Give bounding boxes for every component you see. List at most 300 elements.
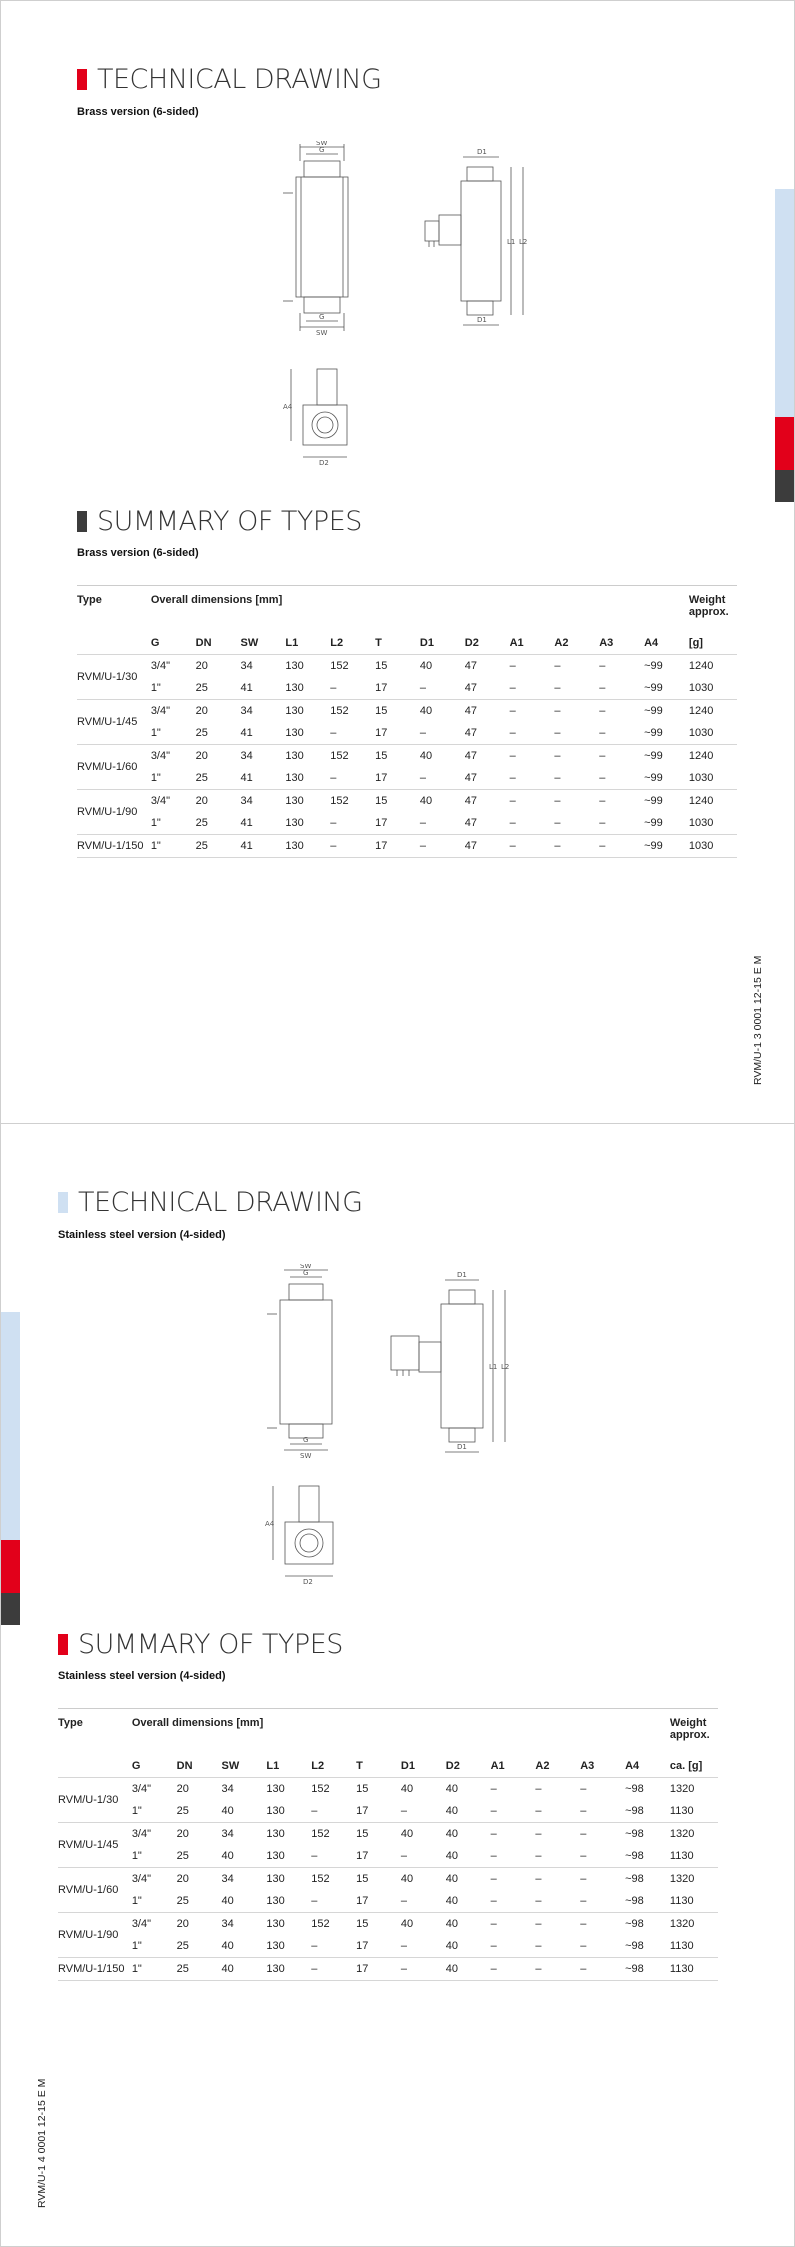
label-l1: L1 bbox=[507, 238, 516, 246]
header-type: Type bbox=[58, 1709, 132, 1756]
header-weight: Weight approx. bbox=[670, 1709, 718, 1756]
table-cell: – bbox=[554, 790, 599, 813]
table-cell: 40 bbox=[446, 1823, 491, 1846]
table-cell: 130 bbox=[285, 772, 304, 784]
label-d1-top: D1 bbox=[477, 148, 487, 156]
table-row bbox=[77, 835, 737, 858]
subheading-summary: Brass version (6-sided) bbox=[77, 547, 199, 559]
table-cell: – bbox=[599, 772, 606, 784]
label-l1: L1 bbox=[489, 1363, 498, 1371]
table-cell: 20 bbox=[196, 700, 241, 723]
table-cell: 40 bbox=[401, 1913, 446, 1936]
table-row bbox=[58, 1823, 718, 1846]
column-header: DN bbox=[176, 1760, 193, 1772]
table-cell: 1240 bbox=[689, 700, 737, 723]
table-cell: 40 bbox=[221, 1850, 234, 1862]
table-cell: – bbox=[510, 790, 555, 813]
table-cell: 1030 bbox=[688, 772, 714, 784]
subheading-drawing: Brass version (6-sided) bbox=[77, 106, 199, 118]
type-cell: RVM/U-1/150 bbox=[58, 1958, 132, 1981]
table-cell: 20 bbox=[177, 1823, 222, 1846]
table-cell: – bbox=[535, 1958, 580, 1981]
column-header: A1 bbox=[509, 637, 524, 649]
table-cell: 20 bbox=[196, 745, 241, 768]
table-cell: 1130 bbox=[669, 1850, 694, 1862]
table-cell: – bbox=[490, 1805, 497, 1817]
table-cell: – bbox=[554, 682, 561, 694]
table-cell: 47 bbox=[465, 790, 510, 813]
table-cell: 1" bbox=[151, 835, 196, 858]
table-cell: ~98 bbox=[625, 1868, 670, 1891]
table-cell: 152 bbox=[311, 1778, 356, 1801]
table-cell: 130 bbox=[285, 817, 304, 829]
table-cell: ~98 bbox=[625, 1958, 670, 1981]
table-cell: 15 bbox=[375, 655, 420, 678]
table-row bbox=[58, 1778, 718, 1801]
column-header: A3 bbox=[599, 637, 614, 649]
table-cell: 130 bbox=[266, 1823, 311, 1846]
document-number: RVM/U-1 4 0001 12-15 E M bbox=[36, 2078, 48, 2208]
type-cell: RVM/U-1/30 bbox=[58, 1778, 132, 1823]
table-cell: 15 bbox=[356, 1778, 401, 1801]
table-cell: 3/4" bbox=[151, 745, 196, 768]
table-cell: – bbox=[330, 682, 337, 694]
label-l2: L2 bbox=[501, 1363, 510, 1371]
heading-summary-of-types: SUMMARY OF TYPES bbox=[77, 506, 362, 537]
table-cell: ~99 bbox=[644, 772, 663, 784]
table-cell: 17 bbox=[375, 817, 388, 829]
table-row bbox=[77, 812, 737, 835]
table-cell: – bbox=[535, 1778, 580, 1801]
page-2 bbox=[0, 1123, 795, 2247]
table-cell: – bbox=[400, 1940, 408, 1952]
table-cell: 41 bbox=[240, 817, 253, 829]
table-cell: 20 bbox=[177, 1868, 222, 1891]
table-cell: 17 bbox=[356, 1850, 369, 1862]
table-cell: 17 bbox=[356, 1895, 369, 1907]
table-cell: – bbox=[491, 1913, 536, 1936]
column-header: SW bbox=[221, 1760, 240, 1772]
sidebar-light-blue bbox=[1, 1312, 20, 1540]
table-cell: 130 bbox=[285, 682, 304, 694]
table-cell: 40 bbox=[446, 1778, 491, 1801]
table-cell: 34 bbox=[241, 790, 286, 813]
table-cell: – bbox=[510, 745, 555, 768]
column-header: L2 bbox=[311, 1760, 325, 1772]
label-d2: D2 bbox=[319, 459, 329, 467]
table-cell: – bbox=[510, 835, 555, 858]
table-cell: 40 bbox=[401, 1778, 446, 1801]
table-cell: 40 bbox=[221, 1940, 234, 1952]
table-cell: 1" bbox=[150, 682, 161, 694]
heading-technical-drawing: TECHNICAL DRAWING bbox=[77, 64, 382, 95]
table-cell: – bbox=[580, 1823, 625, 1846]
table-cell: 130 bbox=[266, 1805, 285, 1817]
table-cell: – bbox=[535, 1805, 542, 1817]
table-cell: ~98 bbox=[625, 1778, 670, 1801]
table-cell: 1240 bbox=[689, 790, 737, 813]
column-header: L1 bbox=[266, 1760, 280, 1772]
table-cell: 3/4" bbox=[151, 655, 196, 678]
table-cell: 17 bbox=[375, 772, 388, 784]
table-row bbox=[77, 677, 737, 700]
type-cell: RVM/U-1/60 bbox=[77, 745, 151, 790]
table-cell: 1240 bbox=[689, 655, 737, 678]
column-header: L1 bbox=[285, 637, 299, 649]
table-header-row bbox=[77, 586, 737, 633]
table-row bbox=[77, 767, 737, 790]
column-header: A3 bbox=[580, 1760, 595, 1772]
table-cell: 1" bbox=[150, 727, 161, 739]
table-cell: 1" bbox=[131, 1895, 142, 1907]
table-cell: – bbox=[491, 1778, 536, 1801]
table-cell: 17 bbox=[356, 1958, 401, 1981]
table-cell: 20 bbox=[177, 1778, 222, 1801]
table-cell: 1320 bbox=[670, 1868, 718, 1891]
table-cell: 152 bbox=[330, 790, 375, 813]
dark-square-icon bbox=[77, 511, 87, 532]
table-header-row bbox=[58, 1709, 718, 1756]
table-cell: – bbox=[554, 727, 561, 739]
table-cell: 3/4" bbox=[132, 1778, 177, 1801]
table-cell: 3/4" bbox=[151, 790, 196, 813]
table-cell: 34 bbox=[222, 1913, 267, 1936]
table-cell: 25 bbox=[195, 817, 208, 829]
technical-drawing-svg bbox=[263, 1264, 513, 1594]
table-cell: 1130 bbox=[669, 1805, 694, 1817]
table-cell: 1030 bbox=[688, 727, 714, 739]
table-cell: 152 bbox=[330, 700, 375, 723]
table-cell: – bbox=[599, 835, 644, 858]
table-cell: – bbox=[330, 772, 337, 784]
table-row bbox=[77, 790, 737, 813]
types-table-stainless bbox=[58, 1708, 718, 1981]
table-cell: – bbox=[580, 1850, 587, 1862]
table-cell: – bbox=[311, 1940, 318, 1952]
table-cell: – bbox=[580, 1805, 587, 1817]
table-cell: 40 bbox=[446, 1868, 491, 1891]
table-cell: ~99 bbox=[644, 817, 663, 829]
table-cell: ~98 bbox=[625, 1823, 670, 1846]
table-cell: 40 bbox=[221, 1895, 234, 1907]
table-cell: 40 bbox=[401, 1868, 446, 1891]
table-cell: – bbox=[400, 1850, 408, 1862]
table-row bbox=[58, 1890, 718, 1913]
header-overall-dimensions: Overall dimensions [mm] bbox=[132, 1709, 670, 1756]
table-cell: 1130 bbox=[670, 1958, 718, 1981]
column-header: [g] bbox=[688, 637, 703, 649]
table-cell: 130 bbox=[266, 1895, 285, 1907]
table-row bbox=[58, 1845, 718, 1868]
table-cell: 25 bbox=[195, 682, 208, 694]
column-header: G bbox=[150, 637, 160, 649]
table-row bbox=[58, 1913, 718, 1936]
table-cell: – bbox=[509, 817, 516, 829]
label-a4: A4 bbox=[283, 403, 293, 411]
table-cell: ~98 bbox=[625, 1913, 670, 1936]
table-cell: – bbox=[311, 1805, 318, 1817]
table-cell: ~98 bbox=[625, 1895, 644, 1907]
table-cell: 47 bbox=[465, 835, 510, 858]
label-d1-top: D1 bbox=[457, 1271, 467, 1279]
table-cell: 25 bbox=[195, 772, 208, 784]
column-header: A2 bbox=[554, 637, 569, 649]
table-cell: 15 bbox=[375, 700, 420, 723]
table-cell: 1" bbox=[131, 1805, 142, 1817]
table-cell: – bbox=[311, 1850, 318, 1862]
label-sw-bottom: SW bbox=[316, 329, 328, 337]
table-cell: – bbox=[401, 1958, 446, 1981]
table-row bbox=[58, 1958, 718, 1981]
table-cell: 40 bbox=[222, 1958, 267, 1981]
table-cell: 41 bbox=[240, 682, 253, 694]
table-cell: 1240 bbox=[689, 745, 737, 768]
label-sw-top: SW bbox=[300, 1264, 312, 1270]
table-cell: ~99 bbox=[644, 835, 689, 858]
table-row bbox=[77, 745, 737, 768]
table-cell: – bbox=[554, 817, 561, 829]
table-cell: 34 bbox=[222, 1823, 267, 1846]
table-cell: 47 bbox=[465, 700, 510, 723]
table-cell: – bbox=[419, 772, 427, 784]
column-header-row bbox=[58, 1755, 718, 1778]
header-weight: Weight approx. bbox=[689, 586, 737, 633]
column-header: DN bbox=[195, 637, 212, 649]
table-cell: ~99 bbox=[644, 790, 689, 813]
table-cell: – bbox=[510, 655, 555, 678]
table-cell: 1030 bbox=[688, 682, 714, 694]
label-sw-bottom: SW bbox=[300, 1452, 312, 1460]
table-cell: ~99 bbox=[644, 727, 663, 739]
table-cell: 47 bbox=[465, 745, 510, 768]
table-cell: ~99 bbox=[644, 655, 689, 678]
type-cell: RVM/U-1/45 bbox=[58, 1823, 132, 1868]
table-cell: 152 bbox=[330, 745, 375, 768]
type-cell: RVM/U-1/90 bbox=[58, 1913, 132, 1958]
label-g-bottom: G bbox=[303, 1436, 309, 1444]
table-cell: 1320 bbox=[670, 1823, 718, 1846]
label-d1-bottom: D1 bbox=[457, 1443, 467, 1451]
table-cell: 40 bbox=[420, 655, 465, 678]
table-cell: 47 bbox=[464, 817, 477, 829]
table-cell: 41 bbox=[240, 772, 253, 784]
label-d1-bottom: D1 bbox=[477, 316, 487, 324]
table-cell: 47 bbox=[464, 727, 477, 739]
sidebar-red bbox=[775, 417, 794, 470]
table-cell: 34 bbox=[241, 700, 286, 723]
table-cell: 34 bbox=[241, 655, 286, 678]
table-cell: 130 bbox=[285, 790, 330, 813]
label-d2: D2 bbox=[303, 1578, 313, 1586]
table-cell: 20 bbox=[196, 655, 241, 678]
table-cell: 25 bbox=[176, 1895, 189, 1907]
table-cell: 17 bbox=[375, 682, 388, 694]
table-cell: 25 bbox=[176, 1850, 189, 1862]
subheading-summary: Stainless steel version (4-sided) bbox=[58, 1670, 226, 1682]
table-cell: – bbox=[554, 655, 599, 678]
table-cell: 40 bbox=[445, 1850, 458, 1862]
table-cell: – bbox=[580, 1940, 587, 1952]
table-row bbox=[58, 1935, 718, 1958]
table-cell: 34 bbox=[222, 1868, 267, 1891]
table-cell: 25 bbox=[196, 835, 241, 858]
table-cell: ~98 bbox=[625, 1850, 644, 1862]
table-cell: – bbox=[419, 682, 427, 694]
light-square-icon bbox=[58, 1192, 68, 1213]
table-cell: 3/4" bbox=[132, 1868, 177, 1891]
table-cell: 130 bbox=[285, 745, 330, 768]
column-header: T bbox=[375, 637, 382, 649]
table-cell: ~98 bbox=[625, 1805, 644, 1817]
column-header: A1 bbox=[490, 1760, 505, 1772]
table-cell: 17 bbox=[356, 1940, 369, 1952]
table-cell: 15 bbox=[356, 1868, 401, 1891]
table-cell: – bbox=[330, 817, 337, 829]
sidebar-red bbox=[1, 1540, 20, 1593]
table-cell: 40 bbox=[446, 1913, 491, 1936]
column-header: A4 bbox=[644, 637, 659, 649]
table-cell: – bbox=[535, 1850, 542, 1862]
column-header: A4 bbox=[625, 1760, 640, 1772]
table-cell: – bbox=[599, 745, 644, 768]
table-cell: 152 bbox=[311, 1823, 356, 1846]
table-cell: – bbox=[509, 772, 516, 784]
table-cell: 40 bbox=[420, 790, 465, 813]
red-square-icon bbox=[77, 69, 87, 90]
table-cell: 40 bbox=[445, 1940, 458, 1952]
table-cell: – bbox=[580, 1913, 625, 1936]
table-cell: 15 bbox=[356, 1913, 401, 1936]
table-cell: 25 bbox=[177, 1958, 222, 1981]
table-cell: – bbox=[330, 835, 375, 858]
table-cell: – bbox=[535, 1895, 542, 1907]
table-cell: – bbox=[580, 1958, 625, 1981]
table-cell: – bbox=[509, 682, 516, 694]
table-cell: – bbox=[491, 1823, 536, 1846]
table-cell: – bbox=[419, 727, 427, 739]
column-header: D1 bbox=[400, 1760, 415, 1772]
table-cell: – bbox=[311, 1958, 356, 1981]
table-cell: 152 bbox=[330, 655, 375, 678]
table-cell: 25 bbox=[176, 1940, 189, 1952]
table-cell: – bbox=[535, 1868, 580, 1891]
table-cell: 41 bbox=[240, 727, 253, 739]
table-cell: – bbox=[554, 835, 599, 858]
table-cell: 1" bbox=[150, 772, 161, 784]
table-cell: – bbox=[420, 835, 465, 858]
table-cell: 130 bbox=[266, 1778, 311, 1801]
table-cell: 40 bbox=[420, 745, 465, 768]
table-cell: 20 bbox=[196, 790, 241, 813]
table-cell: 1030 bbox=[689, 835, 737, 858]
table-cell: ~99 bbox=[644, 745, 689, 768]
column-header: T bbox=[356, 1760, 363, 1772]
table-cell: 1130 bbox=[669, 1895, 694, 1907]
table-cell: – bbox=[599, 727, 606, 739]
table-cell: – bbox=[419, 817, 427, 829]
type-cell: RVM/U-1/30 bbox=[77, 655, 151, 700]
table-cell: – bbox=[400, 1895, 408, 1907]
table-cell: 25 bbox=[176, 1805, 189, 1817]
table-cell: 40 bbox=[445, 1895, 458, 1907]
table-cell: 20 bbox=[177, 1913, 222, 1936]
table-cell: 130 bbox=[266, 1850, 285, 1862]
red-square-icon bbox=[58, 1634, 68, 1655]
table-cell: 130 bbox=[285, 835, 330, 858]
table-cell: 3/4" bbox=[132, 1823, 177, 1846]
table-cell: – bbox=[554, 772, 561, 784]
table-cell: 3/4" bbox=[151, 700, 196, 723]
column-header-row bbox=[77, 632, 737, 655]
table-cell: 152 bbox=[311, 1868, 356, 1891]
table-cell: 40 bbox=[446, 1958, 491, 1981]
table-row bbox=[77, 700, 737, 723]
table-cell: 130 bbox=[285, 727, 304, 739]
table-cell: 47 bbox=[464, 772, 477, 784]
table-cell: 40 bbox=[445, 1805, 458, 1817]
table-cell: – bbox=[490, 1850, 497, 1862]
table-cell: – bbox=[490, 1940, 497, 1952]
label-l2: L2 bbox=[519, 238, 528, 246]
table-cell: 1320 bbox=[670, 1913, 718, 1936]
type-cell: RVM/U-1/90 bbox=[77, 790, 151, 835]
table-cell: 1" bbox=[131, 1850, 142, 1862]
table-row bbox=[58, 1800, 718, 1823]
table-cell: 130 bbox=[285, 655, 330, 678]
table-cell: 15 bbox=[356, 1823, 401, 1846]
type-cell: RVM/U-1/60 bbox=[58, 1868, 132, 1913]
heading-summary-of-types: SUMMARY OF TYPES bbox=[58, 1629, 343, 1660]
column-header: D2 bbox=[464, 637, 479, 649]
table-cell: – bbox=[535, 1823, 580, 1846]
table-cell: – bbox=[491, 1958, 536, 1981]
label-g-bottom: G bbox=[319, 313, 325, 321]
table-cell: – bbox=[580, 1895, 587, 1907]
blank-cell bbox=[77, 632, 151, 655]
label-g-top: G bbox=[319, 146, 325, 154]
table-cell: ~98 bbox=[625, 1940, 644, 1952]
type-cell: RVM/U-1/45 bbox=[77, 700, 151, 745]
table-cell: 130 bbox=[266, 1913, 311, 1936]
table-row bbox=[58, 1868, 718, 1891]
table-cell: 15 bbox=[375, 745, 420, 768]
table-cell: 130 bbox=[285, 700, 330, 723]
types-table-brass bbox=[77, 585, 737, 858]
table-cell: – bbox=[580, 1868, 625, 1891]
table-cell: 3/4" bbox=[132, 1913, 177, 1936]
table-cell: 130 bbox=[266, 1958, 311, 1981]
table-cell: – bbox=[535, 1913, 580, 1936]
column-header: G bbox=[131, 1760, 141, 1772]
label-g-top: G bbox=[303, 1269, 309, 1277]
table-cell: – bbox=[311, 1895, 318, 1907]
table-cell: 17 bbox=[356, 1805, 369, 1817]
table-cell: 152 bbox=[311, 1913, 356, 1936]
table-cell: – bbox=[554, 700, 599, 723]
blank-cell bbox=[58, 1755, 132, 1778]
table-cell: 41 bbox=[241, 835, 286, 858]
column-header: D1 bbox=[419, 637, 434, 649]
table-cell: – bbox=[491, 1868, 536, 1891]
label-a4: A4 bbox=[265, 1520, 275, 1528]
table-cell: – bbox=[510, 700, 555, 723]
table-cell: – bbox=[599, 682, 606, 694]
table-cell: – bbox=[330, 727, 337, 739]
table-cell: 1030 bbox=[688, 817, 714, 829]
table-cell: 34 bbox=[222, 1778, 267, 1801]
technical-drawing-svg bbox=[279, 141, 529, 471]
table-cell: 130 bbox=[266, 1868, 311, 1891]
